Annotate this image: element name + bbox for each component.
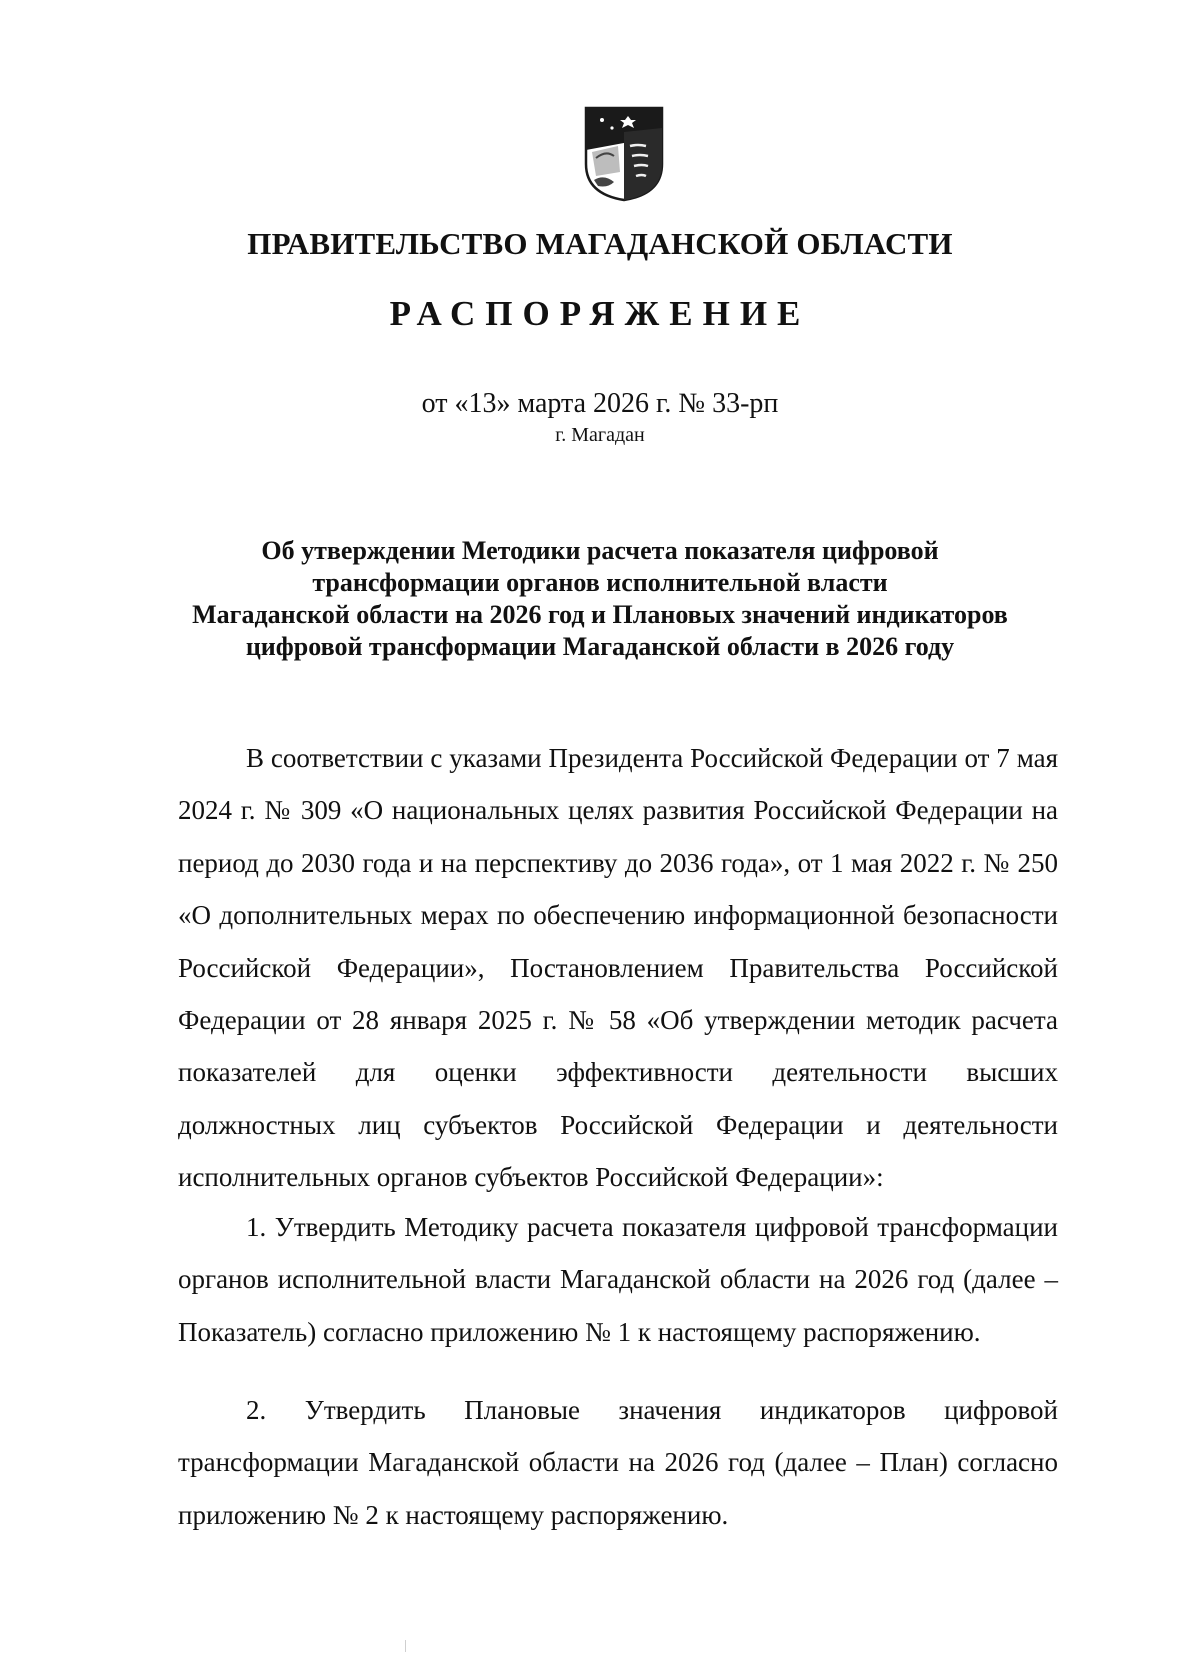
coat-of-arms-icon xyxy=(584,106,664,202)
document-date-number: от «13» марта 2026 г. № 33-рп xyxy=(421,388,779,419)
body-item-1-block xyxy=(178,1201,1058,1358)
subject-line: Магаданской области на 2026 год и Плановых значений индикаторов xyxy=(192,600,1008,629)
subject-line: Об утверждении Методики расчета показателя цифровой xyxy=(261,536,939,565)
document-subject xyxy=(150,535,1050,663)
body-item-2: 2. Утвердить Плановые значения индикаторов цифровой трансформации Магаданской области на 2026 год (далее – План) согласно приложению № 2 к настоящему распоряжению. xyxy=(178,1395,1058,1530)
document-type-heading: РАСПОРЯЖЕНИЕ xyxy=(389,294,811,333)
body-item-1: 1. Утвердить Методику расчета показателя цифровой трансформации органов исполнительной власти Магаданской области на 2026 год (далее – Показатель) согласно приложению № 1 к настоящему распоряжению. xyxy=(178,1212,1058,1347)
subject-line: цифровой трансформации Магаданской области в 2026 году xyxy=(245,632,955,661)
scan-artifact-line xyxy=(405,1640,406,1652)
body-preamble: В соответствии с указами Президента Российской Федерации от 7 мая 2024 г. № 309 «О национальных целях развития Российской Федерации на период до 2030 года и на перспективу до 2036 года», от 1 мая 2022 г. № 250 «О дополнительных мерах по обеспечению информационной безопасности Российской Федерации», Постановлением Правительства Российской Федерации от 28 января 2025 г. № 58 «Об утверждении методик расчета показателей для оценки эффективности деятельности высших должностных лиц субъектов Российской Федерации и деятельности исполнительных органов субъектов Российской Федерации»: xyxy=(178,743,1058,1193)
body-item-2-block xyxy=(178,1384,1058,1541)
subject-line: трансформации органов исполнительной власти xyxy=(312,568,888,597)
document-city: г. Магадан xyxy=(555,424,645,446)
body-preamble-block xyxy=(178,732,1058,1204)
organization-title: ПРАВИТЕЛЬСТВО МАГАДАНСКОЙ ОБЛАСТИ xyxy=(247,226,953,261)
